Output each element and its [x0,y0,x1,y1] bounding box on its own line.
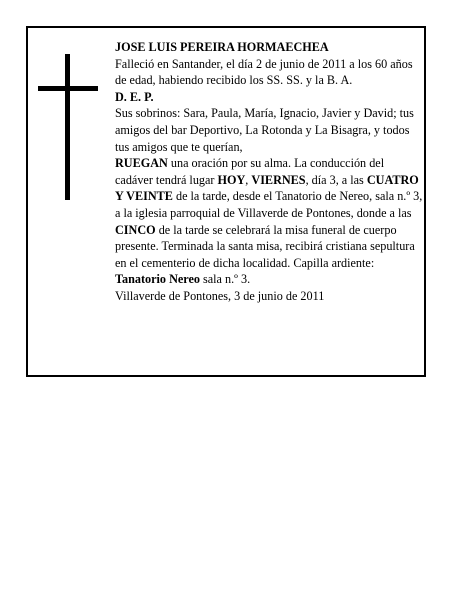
viernes-word: VIERNES [251,172,306,187]
mass-text: de la tarde se celebrará la misa funeral de cuerpo presente. Terminada la santa misa, recibirá cristiana sepultura en el cementerio de dicha localidad. Capilla ardiente: [115,222,415,270]
hoy-word: HOY [217,172,246,187]
ruegan-word: RUEGAN [115,156,168,171]
prayer-text: una oración por su alma. La conducción del cadáver tendrá lugar [115,156,385,187]
cross-horizontal-bar [38,86,98,91]
deceased-name: JOSE LUIS PEREIRA HORMAECHEA [115,40,329,54]
death-line: Falleció en Santander, el día 2 de junio de 2011 a los 60 años de edad, habiendo recibido los SS. SS. y la B. A. [115,56,413,88]
family-text: Sus sobrinos: Sara, Paula, María, Ignacio, Javier y David; tus amigos del bar Deportivo, La Rotonda y La Bisagra, y todos tus amigos que te querían, [115,106,414,154]
cross-icon [38,54,98,200]
comma-separator: , [245,172,252,187]
departure-time: CUATRO Y VEINTE [115,172,419,204]
chapel-name: Tanatorio Nereo [115,272,200,287]
tanatorio-text: de la tarde, desde el Tanatorio de Nereo, sala n.º 3, a la iglesia parroquial de Villaverde de Pontones, donde a las [115,189,423,220]
mass-time: CINCO [115,222,156,237]
day-text: , día 3, a las [305,172,367,187]
obituary-text [115,39,423,305]
cross-vertical-bar [65,54,70,200]
funeral-paragraph [115,155,423,288]
obituary-notice [26,26,426,377]
chapel-room: sala n.º 3. [199,272,251,287]
rip-line: D. E. P. [115,89,154,104]
place-date: Villaverde de Pontones, 3 de junio de 2011 [115,288,325,303]
